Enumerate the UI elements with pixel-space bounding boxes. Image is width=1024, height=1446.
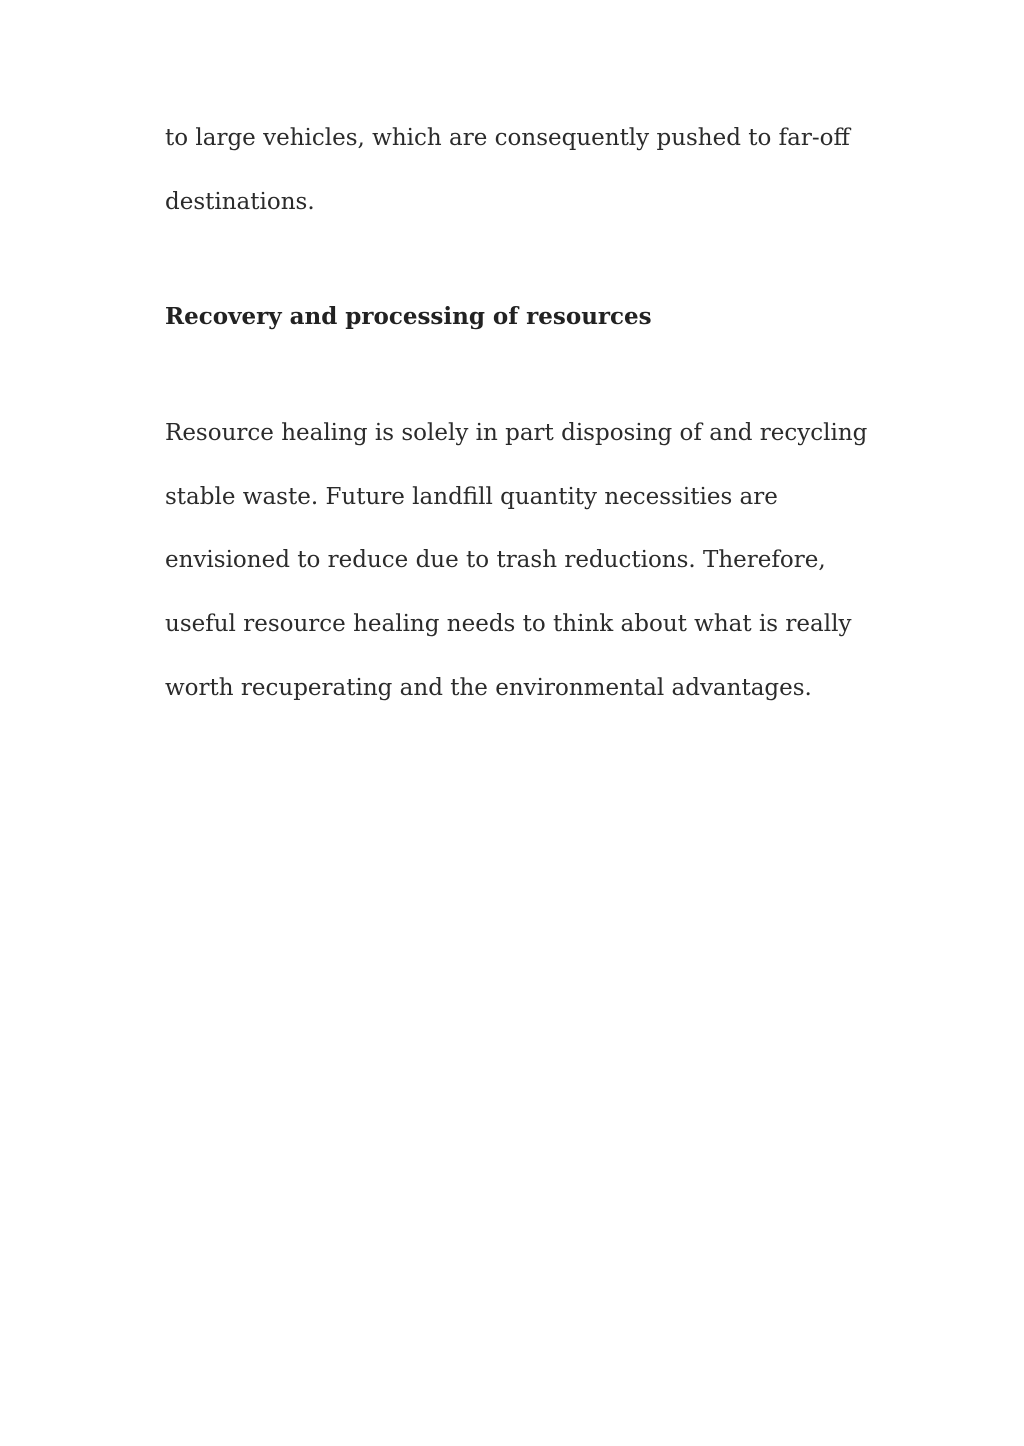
paragraph-line: to large vehicles, which are consequently pushed to far-off [165,125,850,151]
paragraph-line: useful resource healing needs to think about what is really [165,611,852,637]
paragraph-line: stable waste. Future landfill quantity necessities are [165,484,778,510]
paragraph-line: Resource healing is solely in part disposing of and recycling [165,420,868,446]
paragraph-line: envisioned to reduce due to trash reductions. Therefore, [165,547,826,573]
paragraph-line: destinations. [165,189,315,215]
paragraph-line: worth recuperating and the environmental advantages. [165,675,812,701]
section-heading: Recovery and processing of resources [165,303,652,330]
